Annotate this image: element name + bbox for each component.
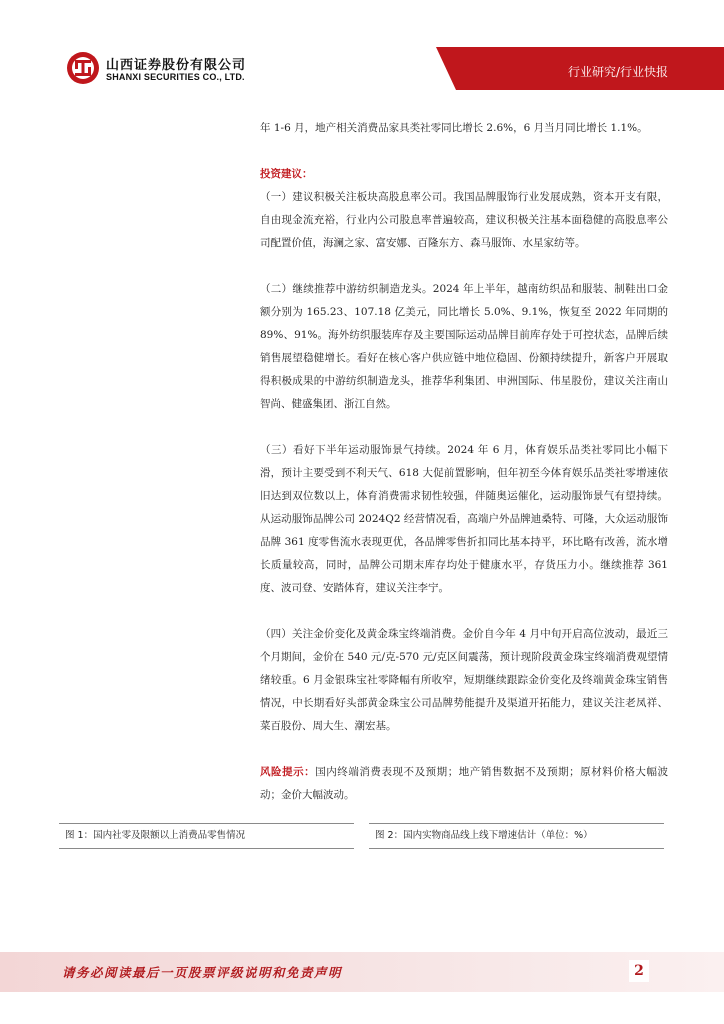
shanxi-securities-logo-icon — [66, 51, 100, 85]
paragraph-textile-manufacturing: （二）继续推荐中游纺织制造龙头。2024 年上半年，越南纺织品和服装、制鞋出口金额分别为 165.23、107.18 亿美元，同比增长 5.0%、9.1%，恢复至 2022 年同期的 89%、91%。海外纺织服装库存及主要国际运动品牌目前库存处于可控状态，品牌后续销售展望稳健增长。看好在核心客户供应链中地位稳固、份额持续提升，新客户开展取得积极成果的中游纺织制造龙头，推荐华利集团、申洲国际、伟星股份，建议关注南山智尚、健盛集团、浙江自然。 — [260, 283, 668, 410]
figure-2-title: 图 2：国内实物商品线上线下增速估计（单位：%） — [375, 830, 593, 841]
report-category: 行业研究/行业快报 — [567, 65, 668, 79]
risk-paragraph — [260, 761, 668, 807]
risk-label: 风险提示： — [260, 766, 316, 778]
invest-heading-label: 投资建议： — [260, 168, 313, 180]
figure-1-caption — [59, 823, 354, 849]
page-footer — [0, 952, 724, 992]
paragraph-gold-jewelry: （四）关注金价变化及黄金珠宝终端消费。金价自今年 4 月中旬开启高位波动，最近三个月期间，金价在 540 元/克-570 元/克区间震荡，预计现阶段黄金珠宝终端消费观望情绪较重。6 月金银珠宝社零降幅有所收窄，短期继续跟踪金价变化及终端黄金珠宝销售情况，中长期看好头部黄金珠宝公司品牌势能提升及渠道开拓能力，建议关注老凤祥、菜百股份、周大生、潮宏基。 — [260, 628, 668, 732]
page-number: 2 — [629, 960, 649, 982]
figure-2-caption — [369, 823, 664, 849]
report-body — [260, 117, 668, 830]
paragraph-sportswear: （三）看好下半年运动服饰景气持续。2024 年 6 月，体育娱乐品类社零同比小幅下滑，预计主要受到不利天气、618 大促前置影响，但年初至今体育娱乐品类社零增速依旧达到双位数以上，体育消费需求韧性较强，伴随奥运催化，运动服饰景气有望持续。从运动服饰品牌公司 2024Q2 经营情况看，高端户外品牌迪桑特、可隆，大众运动服饰品牌 361 度零售流水表现更优，各品牌零售折扣同比基本持平，环比略有改善，流水增长质量较高，同时，品牌公司期末库存均处于健康水平，存货压力小。继续推荐 361 度、波司登、安踏体育，建议关注李宁。 — [260, 444, 668, 594]
company-name-en: SHANXI SECURITIES CO., LTD. — [106, 72, 245, 82]
disclaimer-notice: 请务必阅读最后一页股票评级说明和免责声明 — [62, 965, 343, 980]
paragraph-high-dividend: （一）建议积极关注板块高股息率公司。我国品牌服饰行业发展成熟，资本开支有限，自由现金流充裕，行业内公司股息率普遍较高，建议积极关注基本面稳健的高股息率公司配置价值，海澜之家、富安娜、百隆东方、森马服饰、水星家纺等。 — [260, 191, 668, 249]
risk-text: 国内终端消费表现不及预期；地产销售数据不及预期；原材料价格大幅波动；金价大幅波动。 — [260, 766, 669, 801]
page-header — [0, 0, 724, 100]
intro-paragraph: 年 1-6 月，地产相关消费品家具类社零同比增长 2.6%，6 月当月同比增长 1.1%。 — [260, 122, 648, 134]
company-name-cn: 山西证券股份有限公司 — [106, 58, 247, 73]
header-band — [0, 0, 724, 100]
invest-heading — [260, 163, 668, 186]
figure-1-title: 图 1：国内社零及限额以上消费品零售情况 — [65, 830, 246, 841]
